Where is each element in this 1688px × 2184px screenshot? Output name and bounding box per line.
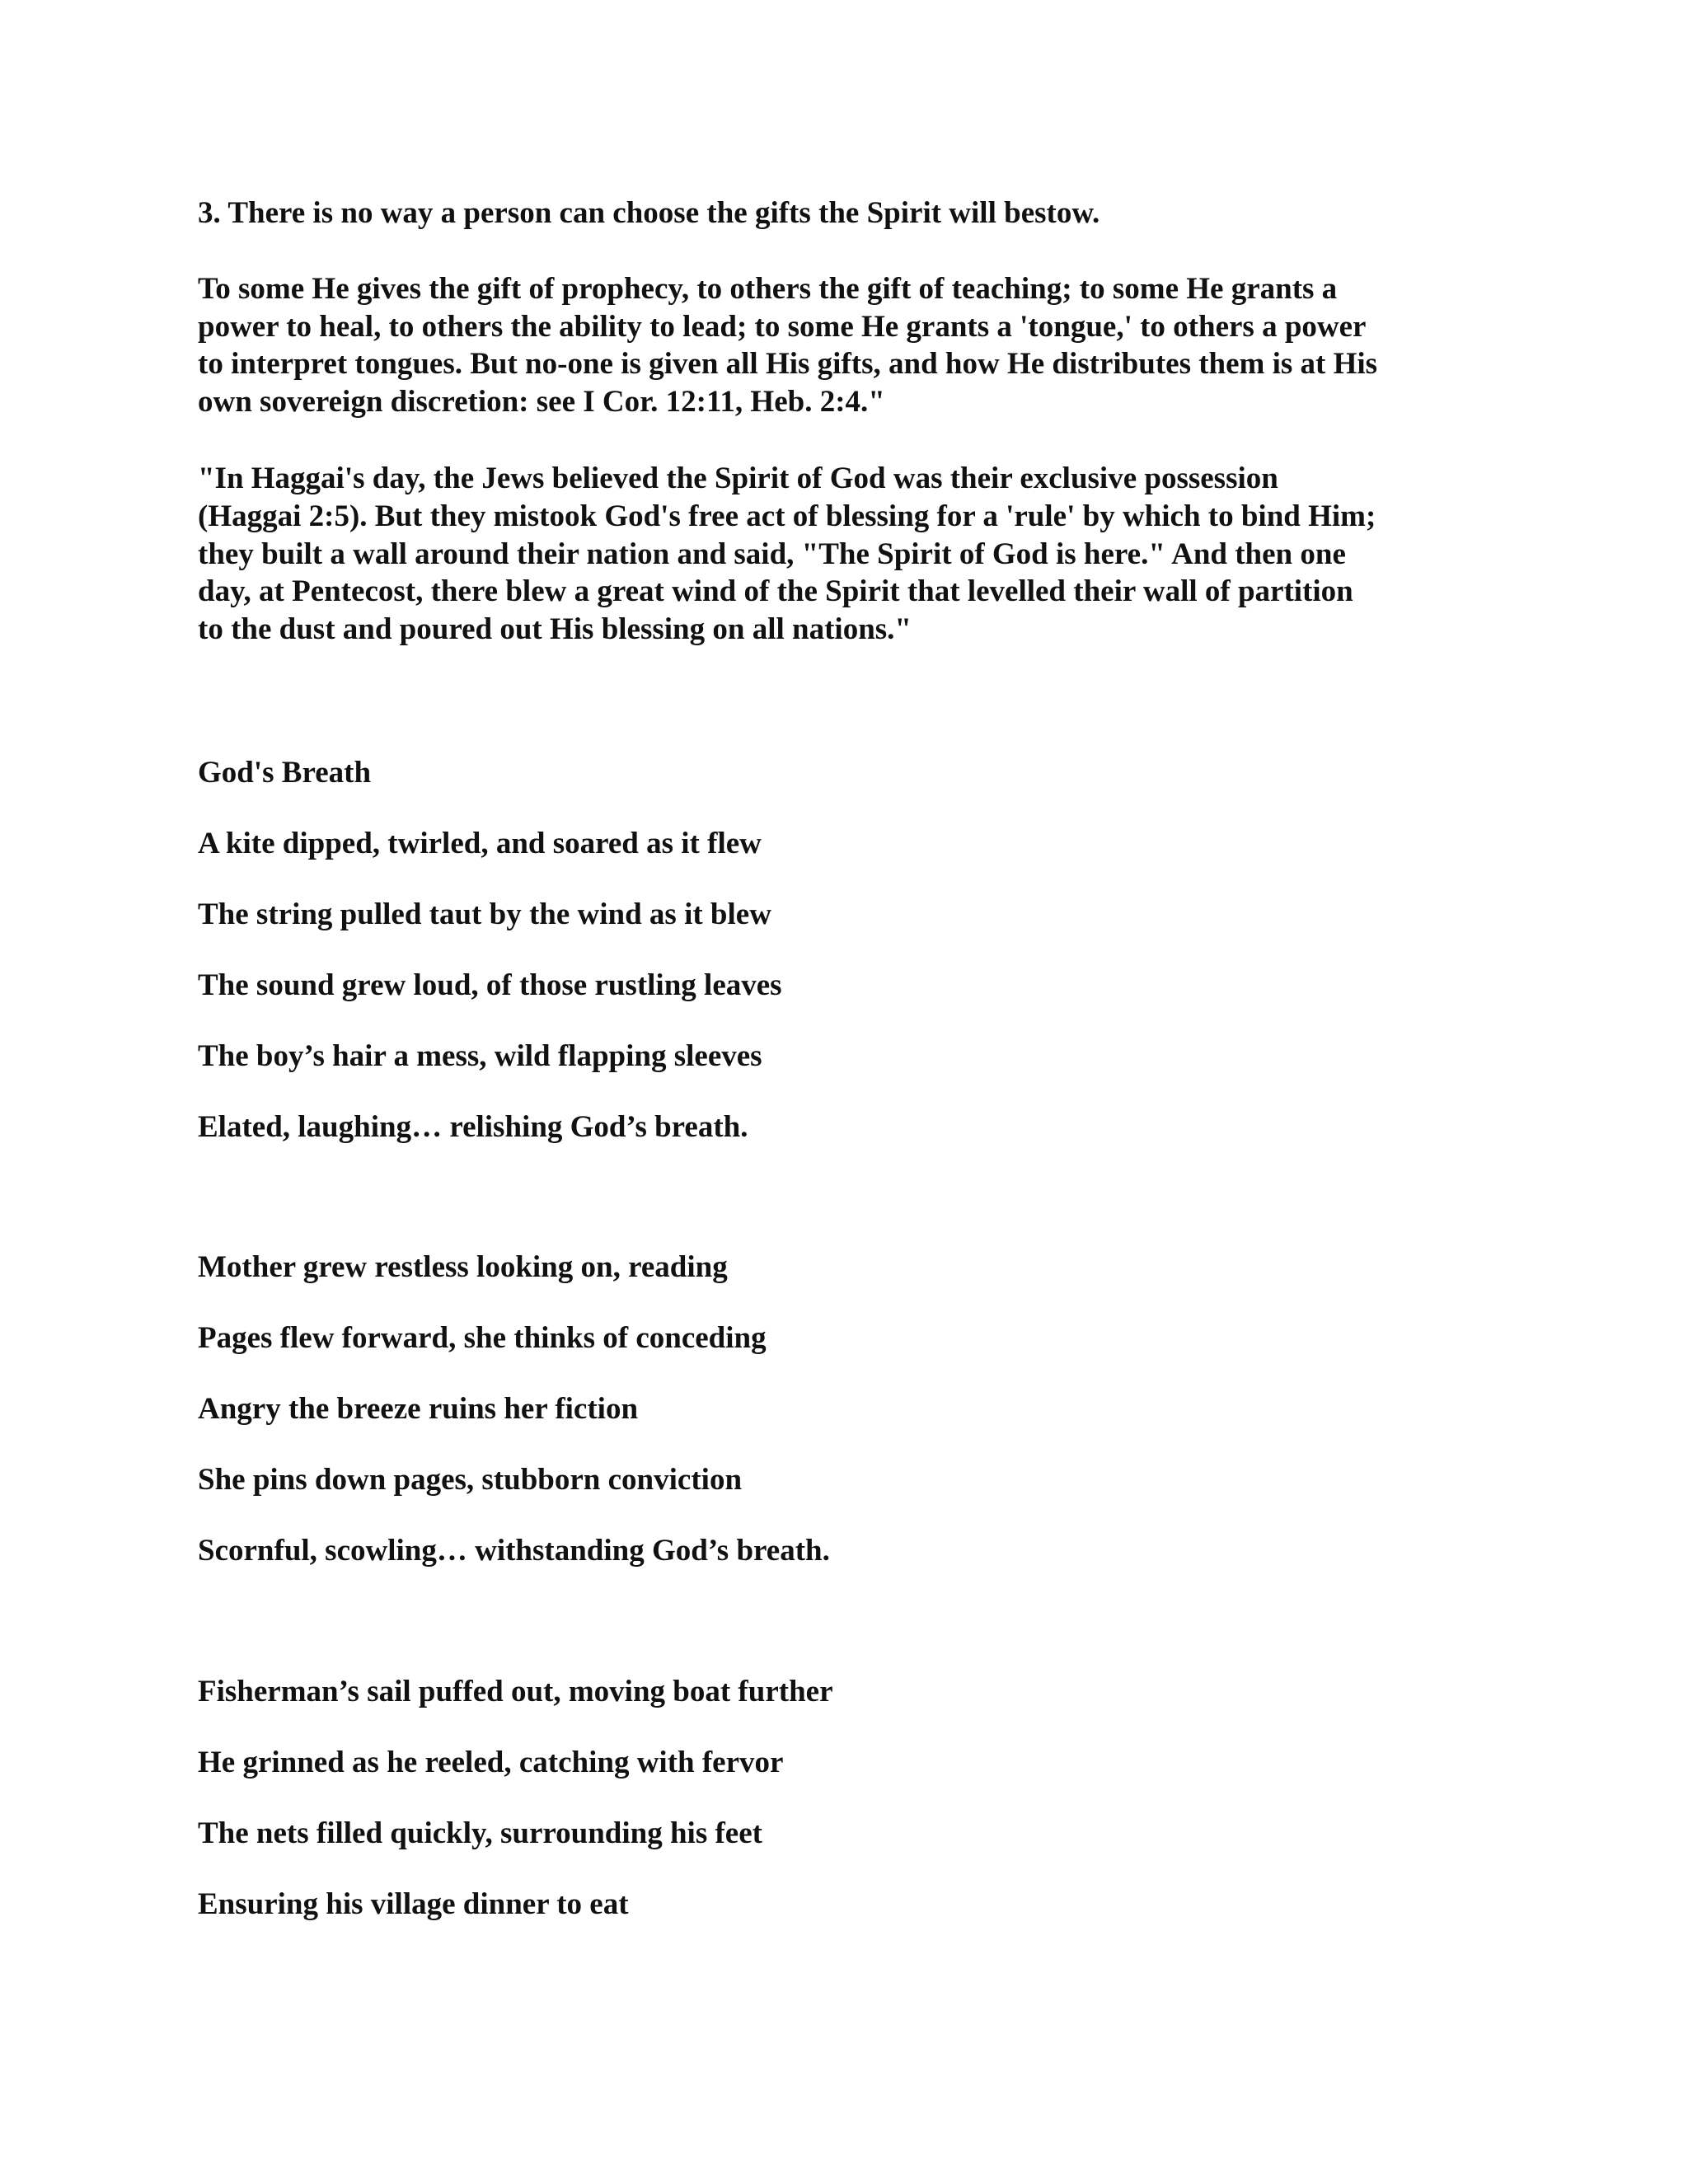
section-heading: 3. There is no way a person can choose the gifts the Spirit will bestow. — [198, 196, 1100, 230]
poem-line: Mother grew restless looking on, reading — [198, 1250, 728, 1284]
poem-line: The nets filled quickly, surrounding his feet — [198, 1816, 762, 1850]
poem-line: Elated, laughing… relishing God’s breath. — [198, 1110, 748, 1144]
paragraph-line: they built a wall around their nation and said, "The Spirit of God is here." And then one — [198, 537, 1346, 571]
poem-line: Ensuring his village dinner to eat — [198, 1887, 629, 1921]
paragraph-line: to the dust and poured out His blessing on all nations." — [198, 612, 912, 646]
poem-line: The sound grew loud, of those rustling leaves — [198, 968, 782, 1002]
paragraph-line: To some He gives the gift of prophecy, to others the gift of teaching; to some He grants a — [198, 272, 1338, 306]
poem-line: Scornful, scowling… withstanding God’s breath. — [198, 1534, 830, 1568]
poem-line: Fisherman’s sail puffed out, moving boat further — [198, 1675, 833, 1708]
poem-line: A kite dipped, twirled, and soared as it flew — [198, 827, 762, 860]
paragraph-line: power to heal, to others the ability to lead; to some He grants a 'tongue,' to others a power — [198, 310, 1367, 344]
document-page — [198, 0, 1500, 2184]
paragraph-line: day, at Pentecost, there blew a great wind of the Spirit that levelled their wall of partition — [198, 574, 1353, 608]
poem-line: The string pulled taut by the wind as it blew — [198, 898, 771, 931]
paragraph-line: own sovereign discretion: see I Cor. 12:11, Heb. 2:4." — [198, 385, 885, 419]
poem-line: The boy’s hair a mess, wild flapping sleeves — [198, 1039, 762, 1073]
poem-line: Angry the breeze ruins her fiction — [198, 1392, 639, 1426]
paragraph-line: (Haggai 2:5). But they mistook God's free act of blessing for a 'rule' by which to bind Him; — [198, 499, 1376, 533]
poem-title: God's Breath — [198, 756, 372, 790]
paragraph-line: "In Haggai's day, the Jews believed the Spirit of God was their exclusive possession — [198, 462, 1278, 495]
poem-line: Pages flew forward, she thinks of conceding — [198, 1321, 767, 1355]
poem-line: He grinned as he reeled, catching with fervor — [198, 1746, 784, 1779]
poem-line: She pins down pages, stubborn conviction — [198, 1463, 743, 1497]
paragraph-line: to interpret tongues. But no-one is given all His gifts, and how He distributes them is at His — [198, 347, 1378, 381]
